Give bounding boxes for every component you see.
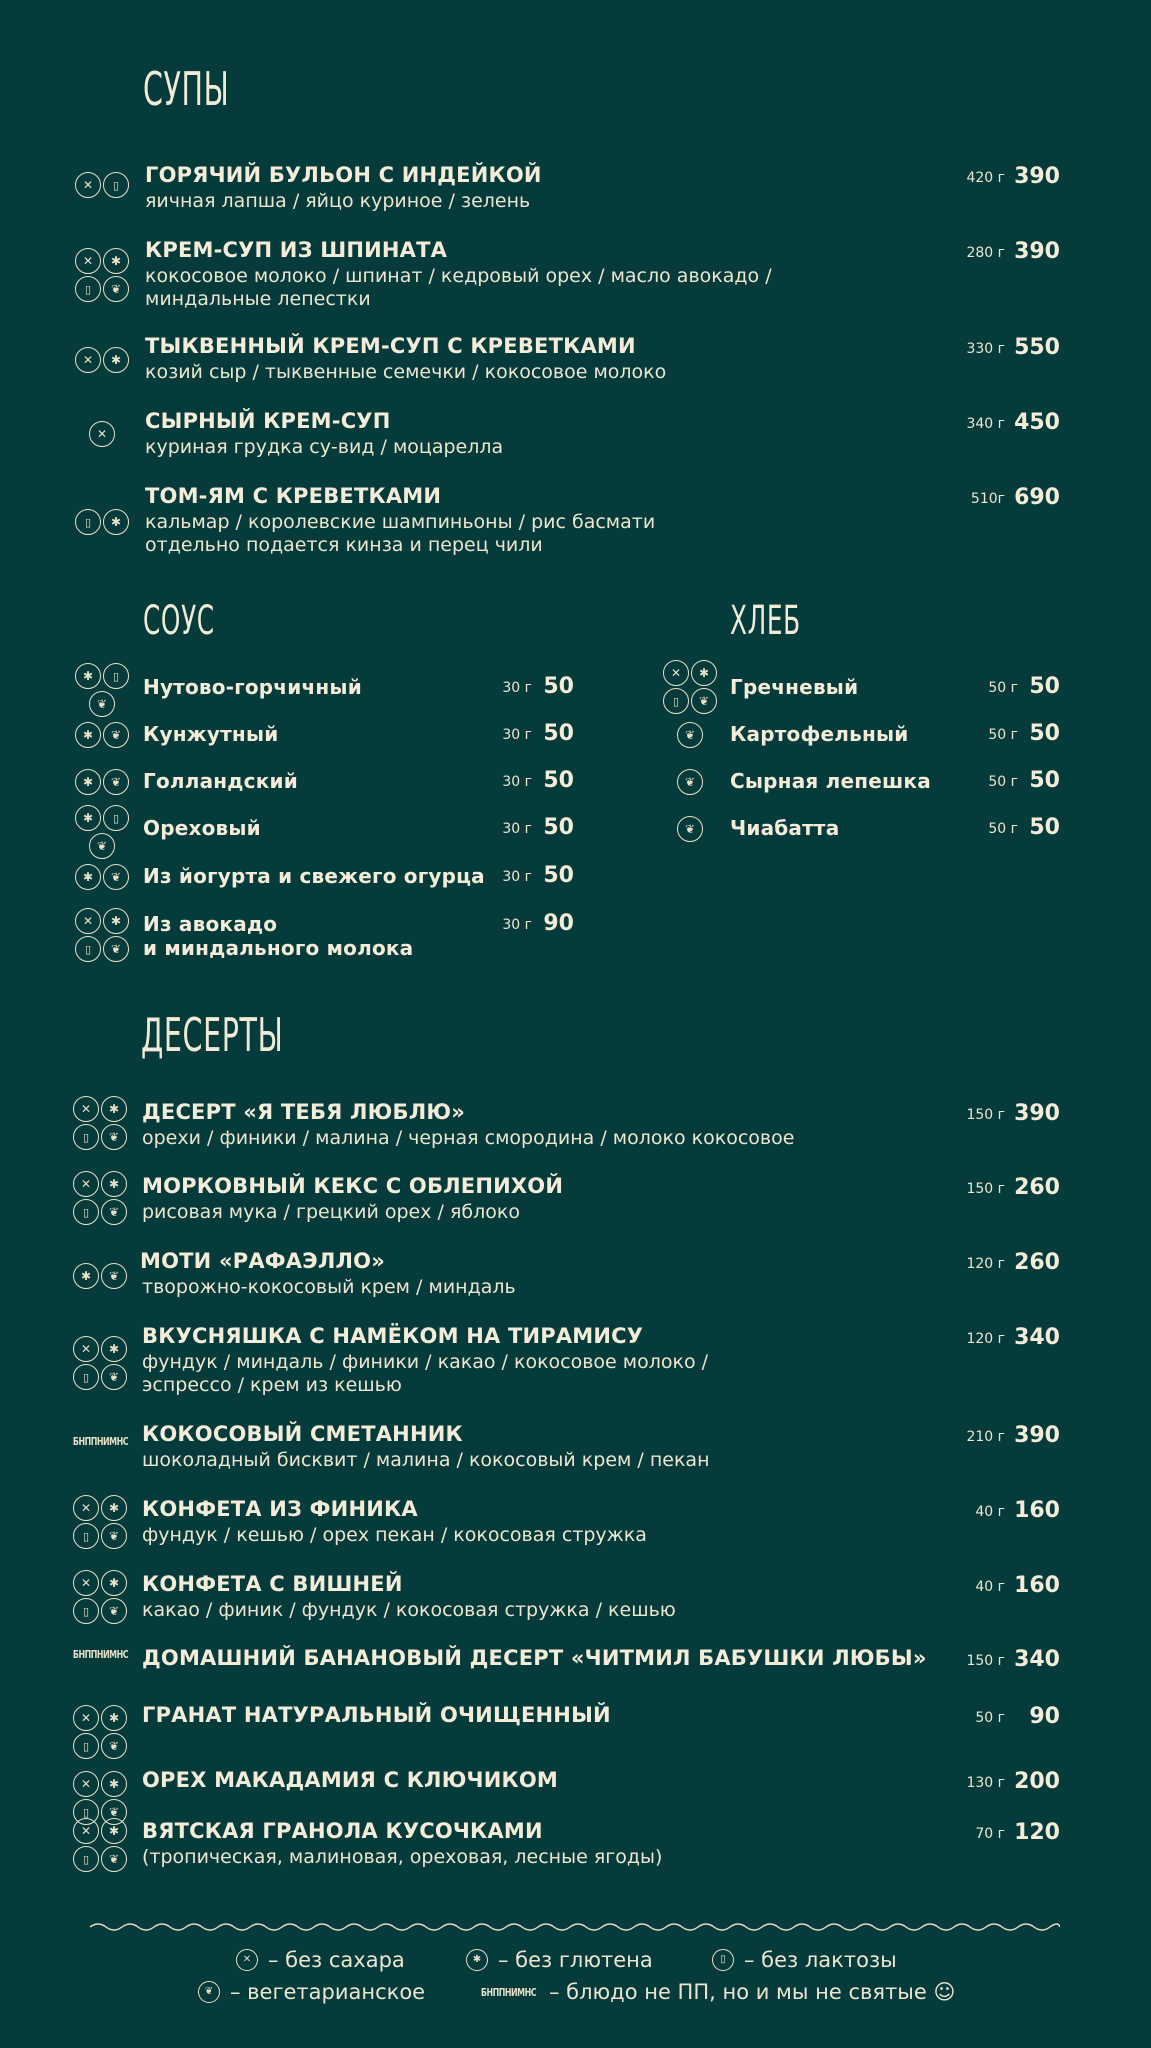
lactose-free-icon: ▯ <box>73 1799 99 1825</box>
dish-name: ВЯТСКАЯ ГРАНОЛА КУСОЧКАМИ <box>142 1819 543 1843</box>
dish-description: фундук / миндаль / финики / какао / кокосовое молоко / <box>142 1351 709 1373</box>
no-sugar-icon: ✕ <box>89 421 115 447</box>
dish-name: МОТИ «РАФАЭЛЛО» <box>140 1249 385 1273</box>
dish-weight: 340 г <box>966 416 1005 432</box>
dish-name: КОНФЕТА С ВИШНЕЙ <box>142 1572 403 1596</box>
diet-icons <box>658 816 722 842</box>
sauce-price: 50 <box>543 721 574 746</box>
vegetarian-icon: ❦ <box>677 816 703 842</box>
dish-description: творожно-кокосовый крем / миндаль <box>142 1276 516 1298</box>
dish-name: КРЕМ-СУП ИЗ ШПИНАТА <box>145 238 448 262</box>
diet-icons <box>70 172 134 198</box>
no-sugar-icon: ✕ <box>73 1771 99 1797</box>
dish-name: ОРЕХ МАКАДАМИЯ С КЛЮЧИКОМ <box>142 1768 559 1792</box>
bread-weight: 50 г <box>988 680 1018 696</box>
dish-description: какао / финик / фундук / кокосовая стружка / кешью <box>142 1599 676 1621</box>
dish-description: (тропическая, малиновая, ореховая, лесные ягоды) <box>142 1846 663 1868</box>
legend-text: – без сахара <box>268 1948 405 1972</box>
vegetarian-icon: ❦ <box>89 691 115 717</box>
not-pp-label: БНППНИМНС <box>72 1648 128 1661</box>
dish-price: 390 <box>1014 239 1060 264</box>
dish-name: КОКОСОВЫЙ СМЕТАННИК <box>142 1422 463 1446</box>
no-sugar-icon: ✕ <box>73 1818 99 1844</box>
legend-no-sugar <box>236 1948 405 1972</box>
diet-icons <box>68 1096 132 1150</box>
vegetarian-icon: ❦ <box>101 1199 127 1225</box>
bread-title: ХЛЕБ <box>730 598 801 644</box>
gluten-free-icon: ✱ <box>73 1263 99 1289</box>
dish-weight: 210 г <box>966 1429 1005 1445</box>
sauce-title: СОУС <box>143 598 215 644</box>
dish-name: СЫРНЫЙ КРЕМ-СУП <box>145 409 391 433</box>
diet-icons <box>68 1336 132 1390</box>
sauce-name: Из авокадо <box>143 912 278 936</box>
dish-description: козий сыр / тыквенные семечки / кокосовое молоко <box>145 361 667 383</box>
dish-weight: 120 г <box>966 1256 1005 1272</box>
dish-weight: 130 г <box>966 1775 1005 1791</box>
dish-weight: 150 г <box>966 1181 1005 1197</box>
gluten-free-icon: ✱ <box>75 722 101 748</box>
dish-price: 390 <box>1014 1101 1060 1126</box>
dish-weight: 120 г <box>966 1331 1005 1347</box>
dish-weight: 150 г <box>966 1107 1005 1123</box>
lactose-free-icon: ▯ <box>103 805 129 831</box>
not-pp-mark <box>68 1435 132 1448</box>
vegetarian-icon: ❦ <box>101 1124 127 1150</box>
gluten-free-icon: ✱ <box>101 1705 127 1731</box>
bread-weight: 50 г <box>988 774 1018 790</box>
lactose-free-icon: ▯ <box>73 1846 99 1872</box>
lactose-free-icon: ▯ <box>73 1523 99 1549</box>
sauce-weight: 30 г <box>502 727 532 743</box>
diet-icons <box>70 509 134 535</box>
sauce-name: Голландский <box>143 769 298 793</box>
no-sugar-icon: ✕ <box>73 1096 99 1122</box>
dish-description: орехи / финики / малина / черная смородина / молоко кокосовое <box>142 1127 795 1149</box>
vegetarian-icon: ❦ <box>101 1598 127 1624</box>
diet-icons <box>70 347 134 373</box>
dish-name: ТЫКВЕННЫЙ КРЕМ-СУП С КРЕВЕТКАМИ <box>145 334 636 358</box>
vegetarian-icon: ❦ <box>103 936 129 962</box>
bread-price: 50 <box>1029 721 1060 746</box>
dish-price: 340 <box>1014 1325 1060 1350</box>
diet-icons <box>70 769 134 795</box>
lactose-free-icon: ▯ <box>73 1124 99 1150</box>
diet-icons <box>68 1495 132 1549</box>
dish-price: 390 <box>1014 164 1060 189</box>
gluten-free-icon: ✱ <box>101 1096 127 1122</box>
dish-name: ДЕСЕРТ «Я ТЕБЯ ЛЮБЛЮ» <box>142 1100 465 1124</box>
bread-name: Сырная лепешка <box>730 769 931 793</box>
legend-vegetarian <box>198 1980 425 2004</box>
gluten-free-icon: ✱ <box>75 769 101 795</box>
legend-text: – без глютена <box>498 1948 653 1972</box>
gluten-free-icon: ✱ <box>101 1336 127 1362</box>
diet-icons <box>70 421 134 447</box>
lactose-free-icon: ▯ <box>73 1598 99 1624</box>
vegetarian-icon: ❦ <box>677 722 703 748</box>
dish-weight: 150 г <box>966 1653 1005 1669</box>
no-sugar-icon: ✕ <box>75 347 101 373</box>
dish-price: 340 <box>1014 1647 1060 1672</box>
diet-icons <box>70 665 134 715</box>
dish-price: 120 <box>1014 1820 1060 1845</box>
bread-price: 50 <box>1029 815 1060 840</box>
dish-weight: 70 г <box>975 1826 1005 1842</box>
sauce-name: Ореховый <box>143 816 261 840</box>
soups-title: СУПЫ <box>143 62 230 116</box>
diet-icons <box>70 248 134 302</box>
bread-name: Картофельный <box>730 722 909 746</box>
bread-name: Гречневый <box>730 675 859 699</box>
vegetarian-icon: ❦ <box>691 688 717 714</box>
sauce-price: 90 <box>543 911 574 936</box>
vegetarian-icon: ❦ <box>101 1263 127 1289</box>
vegetarian-icon: ❦ <box>101 1799 127 1825</box>
no-sugar-icon: ✕ <box>73 1171 99 1197</box>
gluten-free-icon: ✱ <box>101 1570 127 1596</box>
dish-weight: 330 г <box>966 341 1005 357</box>
gluten-free-icon: ✱ <box>466 1949 488 1971</box>
bread-price: 50 <box>1029 674 1060 699</box>
gluten-free-icon: ✱ <box>75 663 101 689</box>
dish-price: 200 <box>1014 1769 1060 1794</box>
dish-name: ВКУСНЯШКА С НАМЁКОМ НА ТИРАМИСУ <box>142 1324 644 1348</box>
sauce-weight: 30 г <box>502 917 532 933</box>
dish-price: 690 <box>1014 485 1060 510</box>
sauce-name: Кунжутный <box>143 722 279 746</box>
diet-icons <box>658 660 722 714</box>
wave-divider <box>90 1920 1060 1934</box>
dish-description: куриная грудка су-вид / моцарелла <box>145 436 504 458</box>
dish-description: кокосовое молоко / шпинат / кедровый орех / масло авокадо / <box>145 265 772 287</box>
dish-description: эспрессо / крем из кешью <box>142 1374 402 1396</box>
gluten-free-icon: ✱ <box>691 660 717 686</box>
sauce-weight: 30 г <box>502 680 532 696</box>
no-sugar-icon: ✕ <box>73 1336 99 1362</box>
vegetarian-icon: ❦ <box>103 769 129 795</box>
sauce-price: 50 <box>543 863 574 888</box>
vegetarian-icon: ❦ <box>198 1981 220 2003</box>
diet-icons <box>70 864 134 890</box>
no-sugar-icon: ✕ <box>73 1495 99 1521</box>
desserts-title: ДЕСЕРТЫ <box>141 1008 284 1062</box>
sauce-weight: 30 г <box>502 821 532 837</box>
legend-gluten-free <box>466 1948 653 1972</box>
gluten-free-icon: ✱ <box>101 1495 127 1521</box>
dish-price: 160 <box>1014 1498 1060 1523</box>
dish-name: ТОМ-ЯМ С КРЕВЕТКАМИ <box>145 484 442 508</box>
dish-name: ДОМАШНИЙ БАНАНОВЫЙ ДЕСЕРТ «ЧИТМИЛ БАБУШКИ ЛЮБЫ» <box>142 1646 927 1670</box>
vegetarian-icon: ❦ <box>101 1733 127 1759</box>
diet-icons <box>68 1263 132 1289</box>
sauce-name-line2: и миндального молока <box>143 936 414 960</box>
sauce-weight: 30 г <box>502 774 532 790</box>
dish-description: отдельно подается кинза и перец чили <box>145 534 543 556</box>
no-sugar-icon: ✕ <box>73 1570 99 1596</box>
dish-price: 450 <box>1014 410 1060 435</box>
no-sugar-icon: ✕ <box>75 908 101 934</box>
dish-description: кальмар / королевские шампиньоны / рис басмати <box>145 511 656 533</box>
gluten-free-icon: ✱ <box>103 908 129 934</box>
gluten-free-icon: ✱ <box>101 1171 127 1197</box>
lactose-free-icon: ▯ <box>75 276 101 302</box>
vegetarian-icon: ❦ <box>89 833 115 859</box>
dish-weight: 280 г <box>966 245 1005 261</box>
bread-price: 50 <box>1029 768 1060 793</box>
gluten-free-icon: ✱ <box>75 805 101 831</box>
dish-name: МОРКОВНЫЙ КЕКС С ОБЛЕПИХОЙ <box>142 1174 564 1198</box>
gluten-free-icon: ✱ <box>75 864 101 890</box>
dish-price: 260 <box>1014 1175 1060 1200</box>
gluten-free-icon: ✱ <box>103 347 129 373</box>
vegetarian-icon: ❦ <box>101 1364 127 1390</box>
dish-name: КОНФЕТА ИЗ ФИНИКА <box>142 1497 418 1521</box>
lactose-free-icon: ▯ <box>75 509 101 535</box>
gluten-free-icon: ✱ <box>103 509 129 535</box>
dish-description: шоколадный бисквит / малина / кокосовый крем / пекан <box>142 1449 710 1471</box>
sauce-price: 50 <box>543 768 574 793</box>
legend-text: – блюдо не ПП, но и мы не святые ☺ <box>548 1980 956 2004</box>
diet-icons <box>658 769 722 795</box>
legend-text: – вегетарианское <box>230 1980 426 2004</box>
sauce-name: Нутово-горчичный <box>143 675 362 699</box>
sauce-price: 50 <box>543 815 574 840</box>
dish-price: 390 <box>1014 1423 1060 1448</box>
no-sugar-icon: ✕ <box>236 1949 258 1971</box>
dish-name: ГОРЯЧИЙ БУЛЬОН С ИНДЕЙКОЙ <box>145 163 542 187</box>
dish-price: 160 <box>1014 1573 1060 1598</box>
dish-price: 550 <box>1014 335 1060 360</box>
dish-weight: 40 г <box>975 1579 1005 1595</box>
dish-description: рисовая мука / грецкий орех / яблоко <box>142 1201 520 1223</box>
lactose-free-icon: ▯ <box>663 688 689 714</box>
dish-price: 260 <box>1014 1250 1060 1275</box>
gluten-free-icon: ✱ <box>101 1771 127 1797</box>
lactose-free-icon: ▯ <box>75 936 101 962</box>
vegetarian-icon: ❦ <box>677 769 703 795</box>
vegetarian-icon: ❦ <box>103 276 129 302</box>
no-sugar-icon: ✕ <box>75 248 101 274</box>
diet-icons <box>70 804 134 860</box>
diet-icons <box>68 1570 132 1624</box>
vegetarian-icon: ❦ <box>103 864 129 890</box>
gluten-free-icon: ✱ <box>101 1818 127 1844</box>
dish-price: 90 <box>1029 1704 1060 1729</box>
sauce-price: 50 <box>543 674 574 699</box>
diet-icons <box>658 722 722 748</box>
bread-weight: 50 г <box>988 727 1018 743</box>
legend-lactose-free <box>712 1948 897 1972</box>
bread-weight: 50 г <box>988 821 1018 837</box>
no-sugar-icon: ✕ <box>663 660 689 686</box>
gluten-free-icon: ✱ <box>103 248 129 274</box>
dish-weight: 50 г <box>975 1710 1005 1726</box>
not-pp-mark <box>68 1648 132 1661</box>
lactose-free-icon: ▯ <box>103 172 129 198</box>
lactose-free-icon: ▯ <box>103 663 129 689</box>
lactose-free-icon: ▯ <box>712 1949 734 1971</box>
sauce-weight: 30 г <box>502 869 532 885</box>
vegetarian-icon: ❦ <box>101 1846 127 1872</box>
sauce-name: Из йогурта и свежего огурца <box>143 864 485 888</box>
diet-icons <box>68 1818 132 1872</box>
no-sugar-icon: ✕ <box>73 1705 99 1731</box>
dish-weight: 40 г <box>975 1504 1005 1520</box>
legend-not-pp <box>474 1980 955 2004</box>
vegetarian-icon: ❦ <box>101 1523 127 1549</box>
lactose-free-icon: ▯ <box>73 1733 99 1759</box>
diet-icons <box>70 908 134 962</box>
bread-name: Чиабатта <box>730 816 840 840</box>
dish-weight: 420 г <box>966 170 1005 186</box>
not-pp-label: БНППНИМНС <box>72 1435 128 1448</box>
dish-description: фундук / кешью / орех пекан / кокосовая стружка <box>142 1524 647 1546</box>
not-pp-label: БНППНИМНС <box>480 1985 537 1999</box>
dish-description: миндальные лепестки <box>145 288 371 310</box>
diet-icons <box>68 1171 132 1225</box>
no-sugar-icon: ✕ <box>75 172 101 198</box>
diet-icons <box>70 722 134 748</box>
legend-text: – без лактозы <box>744 1948 897 1972</box>
lactose-free-icon: ▯ <box>73 1199 99 1225</box>
dish-weight: 510г <box>970 491 1005 507</box>
vegetarian-icon: ❦ <box>103 722 129 748</box>
lactose-free-icon: ▯ <box>73 1364 99 1390</box>
dish-description: яичная лапша / яйцо куриное / зелень <box>145 190 531 212</box>
dish-name: ГРАНАТ НАТУРАЛЬНЫЙ ОЧИЩЕННЫЙ <box>142 1703 611 1727</box>
